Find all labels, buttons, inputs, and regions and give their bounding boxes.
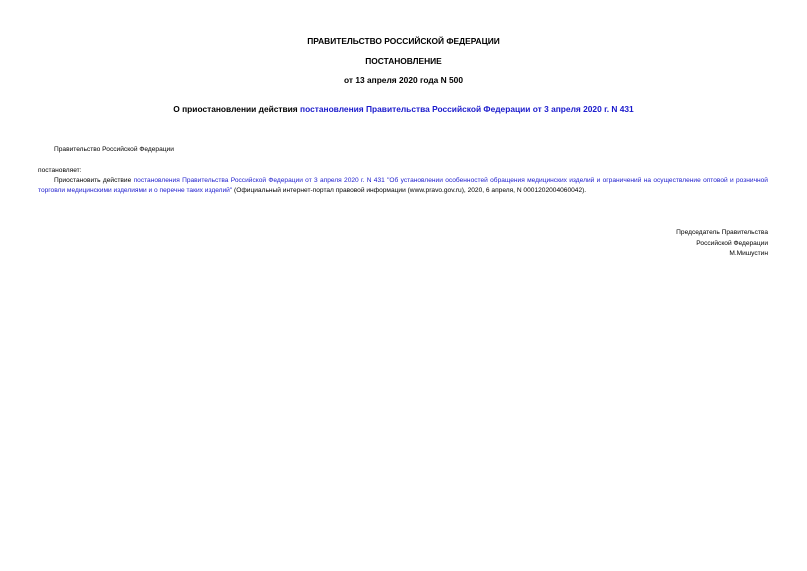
preamble-text: Правительство Российской Федерации: [54, 146, 174, 153]
resolution-paragraph: [38, 176, 768, 196]
signature-block: [676, 228, 768, 260]
issuer-heading: ПРАВИТЕЛЬСТВО РОССИЙСКОЙ ФЕДЕРАЦИИ: [307, 36, 500, 46]
resolves-text: постановляет:: [38, 167, 82, 174]
signature-title-line: Председатель Правительства: [676, 229, 768, 236]
title-prefix: О приостановлении действия: [173, 104, 301, 114]
paragraph-suffix: (Официальный интернет-портал правовой информации (www.pravo.gov.ru), 2020, 6 апреля, N 0001202004060042).: [232, 187, 587, 194]
document-date-number: от 13 апреля 2020 года N 500: [344, 75, 463, 85]
document-title: [0, 104, 807, 115]
paragraph-prefix: Приостановить действие: [54, 177, 134, 184]
signature-name-line: М.Мишустин: [729, 250, 768, 257]
title-reference-link[interactable]: постановления Правительства Российской Федерации от 3 апреля 2020 г. N 431: [300, 104, 634, 114]
signature-org-line: Российской Федерации: [696, 239, 768, 247]
document-type-heading: ПОСТАНОВЛЕНИЕ: [365, 56, 442, 66]
paragraph-reference-link[interactable]: постановления Правительства Российской Федерации от 3 апреля 2020 г. N 431 "Об установлении особенностей обращения медицинских изделий и ограничений на осуществление оптовой и розничной торговли медицинскими изделиями и о перечне таких изделий": [38, 177, 768, 194]
